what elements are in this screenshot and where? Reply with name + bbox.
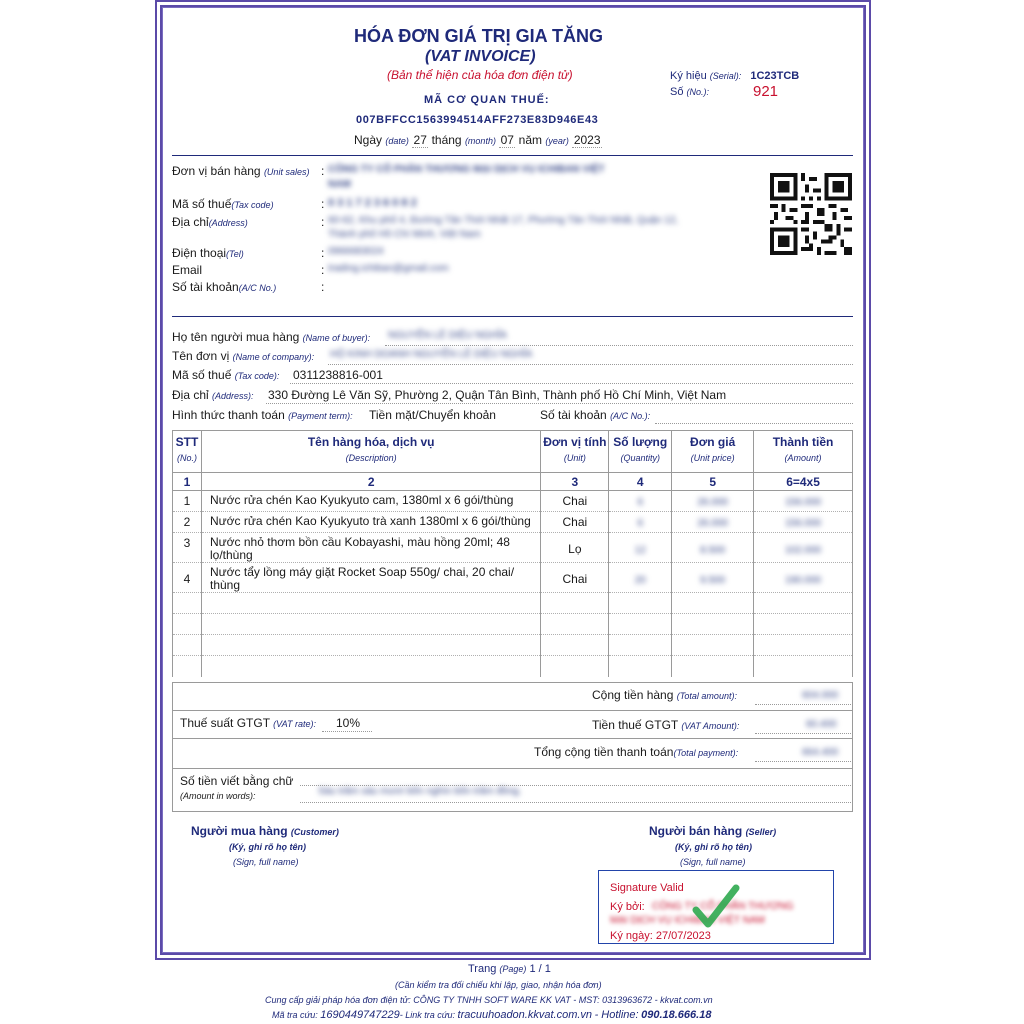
invoice-number: 921 bbox=[753, 83, 779, 100]
seller-colon-1: : bbox=[321, 164, 325, 178]
date-month: 07 bbox=[500, 133, 514, 147]
row-no: 4 bbox=[173, 563, 202, 593]
lookup-code: 1690449747229 bbox=[320, 1009, 400, 1021]
row-unit: Lọ bbox=[541, 533, 609, 563]
row-amount: 102.000 bbox=[784, 545, 822, 556]
signed-date: Ký ngày: 27/07/2023 bbox=[610, 930, 711, 942]
row-amount: 156.000 bbox=[784, 497, 822, 508]
tax-authority-label: MÃ CƠ QUAN THUẾ: bbox=[424, 94, 550, 106]
date-day: 27 bbox=[413, 133, 427, 147]
items-table bbox=[172, 430, 853, 677]
year-label-en: (year) bbox=[545, 136, 569, 146]
buyer-tax-label: Mã số thuế (Tax code): bbox=[172, 368, 280, 382]
empty-row bbox=[173, 593, 853, 614]
invoice-title: HÓA ĐƠN GIÁ TRỊ GIA TĂNG bbox=[354, 26, 604, 46]
col-header-unit-price: Đơn giá (Unit price) bbox=[672, 431, 754, 473]
total-payment-line bbox=[755, 761, 853, 762]
empty-row bbox=[173, 635, 853, 656]
totals-line-1 bbox=[172, 710, 853, 711]
payment-term-label: Hình thức thanh toán (Payment term): bbox=[172, 408, 353, 422]
seller-unit-value-2: NAM bbox=[328, 179, 351, 190]
row-quantity: 6 bbox=[637, 518, 644, 529]
check-note: (Cần kiểm tra đối chiếu khi lập, giao, nhận hóa đơn) bbox=[395, 980, 602, 990]
row-amount: 156.000 bbox=[784, 518, 822, 529]
seller-sign-instruction: (Ký, ghi rõ họ tên) bbox=[675, 842, 752, 852]
number-row bbox=[670, 86, 709, 98]
amount-in-words-value: Sáu trăm sáu mươi bốn nghìn bốn trăm đồng. bbox=[318, 786, 522, 797]
number-label: Số bbox=[670, 86, 684, 98]
month-label: tháng bbox=[431, 133, 462, 147]
seller-colon-5: : bbox=[321, 263, 325, 277]
number-label-en: (No.): bbox=[686, 87, 710, 97]
empty-row bbox=[173, 656, 853, 677]
buyer-address-value: 330 Đường Lê Văn Sỹ, Phường 2, Quận Tân Bình, Thành phố Hồ Chí Minh, Việt Nam bbox=[268, 388, 727, 402]
row-unit: Chai bbox=[541, 512, 609, 533]
buyer-tax-value: 0311238816-001 bbox=[293, 368, 383, 382]
signature-valid: Signature Valid bbox=[610, 882, 684, 894]
row-no: 1 bbox=[173, 491, 202, 512]
amount-in-words-label: Số tiền viết bằng chữ bbox=[180, 774, 294, 788]
row-unit: Chai bbox=[541, 563, 609, 593]
subtotal-line bbox=[755, 704, 853, 705]
invoice-subtitle: (VAT INVOICE) bbox=[425, 48, 536, 65]
row-quantity: 6 bbox=[637, 497, 644, 508]
col-header-amount: Thành tiền (Amount) bbox=[754, 431, 853, 473]
totals-line-3 bbox=[172, 768, 853, 769]
col-number: 6=4x5 bbox=[754, 473, 853, 491]
col-header-quantity: Số lượng (Quantity) bbox=[609, 431, 672, 473]
lookup-info: Mã tra cứu: 1690449747229- Link tra cứu: tracuuhoadon.kkvat.com.vn - Hotline: 090.18.666.18 bbox=[272, 1009, 712, 1021]
seller-email-label: Email bbox=[172, 263, 203, 277]
total-payment-label: Tổng cộng tiền thanh toán(Total payment): bbox=[534, 745, 739, 759]
signed-by-label: Ký bởi: bbox=[610, 901, 645, 913]
table-row bbox=[173, 491, 853, 512]
row-description: Nước rửa chén Kao Kyukyuto cam, 1380ml x 6 gói/thùng bbox=[201, 491, 540, 512]
checkmark-icon bbox=[692, 884, 740, 930]
table-row bbox=[173, 533, 853, 563]
buyer-address-line bbox=[266, 403, 853, 404]
vat-rate-label: Thuế suất GTGT (VAT rate): bbox=[180, 716, 316, 730]
empty-row bbox=[173, 614, 853, 635]
buyer-company-value: HỘ KINH DOANH NGUYỄN LÊ DIỆU NGHĨA bbox=[330, 349, 533, 360]
serial-label: Ký hiệu bbox=[670, 70, 707, 82]
buyer-name-label: Họ tên người mua hàng (Name of buyer): bbox=[172, 330, 371, 344]
seller-unit-label: Đơn vị bán hàng (Unit sales) bbox=[172, 164, 310, 178]
seller-colon-4: : bbox=[321, 246, 325, 260]
buyer-sign-instruction-en: (Sign, full name) bbox=[233, 857, 299, 867]
table-header-row bbox=[173, 431, 853, 473]
invoice-note: (Bản thể hiện của hóa đơn điện tử) bbox=[387, 68, 573, 82]
qr-code bbox=[770, 172, 852, 256]
seller-colon-6: : bbox=[321, 280, 325, 294]
table-row bbox=[173, 563, 853, 593]
date-label-en: (date) bbox=[385, 136, 409, 146]
row-unit-price: 26.000 bbox=[697, 518, 728, 529]
seller-phone-value: 0966683024 bbox=[328, 246, 384, 257]
amount-in-words-label-en: (Amount in words): bbox=[180, 791, 256, 801]
lookup-link[interactable]: tracuuhoadon.kkvat.com.vn bbox=[457, 1009, 593, 1021]
seller-address-value: 60-62, Khu phố 4, Đường Tân Thới Nhất 17, Phường Tân Thới Nhất, Quận 12, bbox=[328, 215, 679, 226]
col-number: 1 bbox=[173, 473, 202, 491]
provider-info: Cung cấp giải pháp hóa đơn điện tử: CÔNG TY TNHH SOFT WARE KK VAT - MST: 0313963672 - kkvat.com.vn bbox=[265, 995, 713, 1005]
buyer-signature-title: Người mua hàng (Customer) bbox=[191, 824, 339, 838]
seller-account-label: Số tài khoản(A/C No.) bbox=[172, 280, 277, 294]
seller-tax-label: Mã số thuế(Tax code) bbox=[172, 197, 274, 211]
serial-value: 1C23TCB bbox=[750, 70, 800, 82]
row-quantity: 20 bbox=[634, 575, 646, 586]
seller-divider bbox=[172, 316, 853, 317]
buyer-company-line bbox=[328, 364, 853, 365]
buyer-account-label: Số tài khoản (A/C No.): bbox=[540, 408, 651, 422]
row-quantity: 12 bbox=[634, 545, 646, 556]
serial-label-en: (Serial): bbox=[709, 71, 742, 81]
column-number-row bbox=[173, 473, 853, 491]
row-description: Nước rửa chén Kao Kyukyuto trà xanh 1380ml x 6 gói/thùng bbox=[201, 512, 540, 533]
row-no: 3 bbox=[173, 533, 202, 563]
payment-term-value: Tiền mặt/Chuyển khoản bbox=[369, 408, 496, 422]
row-amount: 190.000 bbox=[784, 575, 822, 586]
col-number: 4 bbox=[609, 473, 672, 491]
buyer-tax-line bbox=[290, 383, 853, 384]
buyer-name-line bbox=[385, 345, 853, 346]
row-no: 2 bbox=[173, 512, 202, 533]
total-payment-value: 664.400 bbox=[802, 747, 839, 758]
seller-colon-2: : bbox=[321, 197, 325, 211]
subtotal-value: 604.000 bbox=[802, 690, 839, 701]
vat-amount-line bbox=[755, 733, 853, 734]
seller-colon-3: : bbox=[321, 215, 325, 229]
buyer-sign-instruction: (Ký, ghi rõ họ tên) bbox=[229, 842, 306, 852]
col-number: 3 bbox=[541, 473, 609, 491]
seller-address-value-2: Thành phố Hồ Chí Minh, Việt Nam bbox=[328, 229, 481, 240]
row-description: Nước tẩy lồng máy giặt Rocket Soap 550g/ chai, 20 chai/ thùng bbox=[201, 563, 540, 593]
totals-line-2 bbox=[172, 738, 853, 739]
signed-by-value-2: MẠI DỊCH VỤ ICHIBAN VIỆT NAM bbox=[610, 915, 765, 926]
col-header-description: Tên hàng hóa, dịch vụ (Description) bbox=[201, 431, 540, 473]
col-header-no: STT (No.) bbox=[173, 431, 202, 473]
buyer-company-label: Tên đơn vị (Name of company): bbox=[172, 349, 315, 363]
col-number: 2 bbox=[201, 473, 540, 491]
words-line-2 bbox=[300, 802, 853, 803]
date-year: 2023 bbox=[573, 133, 601, 147]
row-unit-price: 26.000 bbox=[697, 497, 728, 508]
row-unit-price: 9.500 bbox=[700, 575, 726, 586]
serial-row bbox=[670, 70, 799, 82]
month-label-en: (month) bbox=[464, 136, 496, 146]
col-number: 5 bbox=[672, 473, 754, 491]
date-label: Ngày bbox=[354, 133, 383, 147]
seller-email-value: trading.ichiban@gmail.com bbox=[328, 263, 449, 274]
buyer-account-line bbox=[655, 423, 853, 424]
seller-signature-title: Người bán hàng (Seller) bbox=[649, 824, 777, 838]
buyer-name-value: NGUYỄN LÊ DIỆU NGHĨA bbox=[388, 330, 507, 341]
seller-phone-label: Điện thoại(Tel) bbox=[172, 246, 244, 260]
tax-authority-code: 007BFFCC1563994514AFF273E83D946E43 bbox=[356, 114, 599, 126]
col-header-unit: Đơn vị tính (Unit) bbox=[541, 431, 609, 473]
seller-unit-value: CÔNG TY CỔ PHẦN THƯƠNG MẠI DỊCH VỤ ICHIBAN VIỆT bbox=[328, 164, 605, 175]
vat-rate-value: 10% bbox=[336, 716, 361, 730]
signed-by-value: CÔNG TY CỔ PHẦN THƯƠNG bbox=[652, 901, 794, 912]
seller-address-label: Địa chỉ(Address) bbox=[172, 215, 248, 229]
buyer-address-label: Địa chỉ (Address): bbox=[172, 388, 254, 402]
vat-amount-value: 60.400 bbox=[806, 719, 837, 730]
vat-amount-label: Tiền thuế GTGT (VAT Amount): bbox=[592, 718, 740, 732]
year-label: năm bbox=[518, 133, 542, 147]
header-divider bbox=[172, 155, 853, 156]
subtotal-label: Cộng tiền hàng (Total amount): bbox=[592, 688, 737, 702]
invoice-date bbox=[354, 133, 602, 148]
table-row bbox=[173, 512, 853, 533]
vat-rate-line bbox=[322, 731, 372, 732]
seller-tax-value: 0 3 1 7 2 3 6 0 8 2 bbox=[328, 197, 417, 209]
row-unit-price: 8.500 bbox=[700, 545, 726, 556]
row-description: Nước nhỏ thơm bồn cầu Kobayashi, màu hồng 20ml; 48 lọ/thùng bbox=[201, 533, 540, 563]
page-indicator: Trang (Page) 1 / 1 bbox=[468, 963, 551, 975]
seller-sign-instruction-en: (Sign, full name) bbox=[680, 857, 746, 867]
totals-top-line bbox=[172, 682, 853, 683]
hotline-number: 090.18.666.18 bbox=[641, 1009, 712, 1021]
row-unit: Chai bbox=[541, 491, 609, 512]
words-line-1 bbox=[300, 785, 853, 786]
